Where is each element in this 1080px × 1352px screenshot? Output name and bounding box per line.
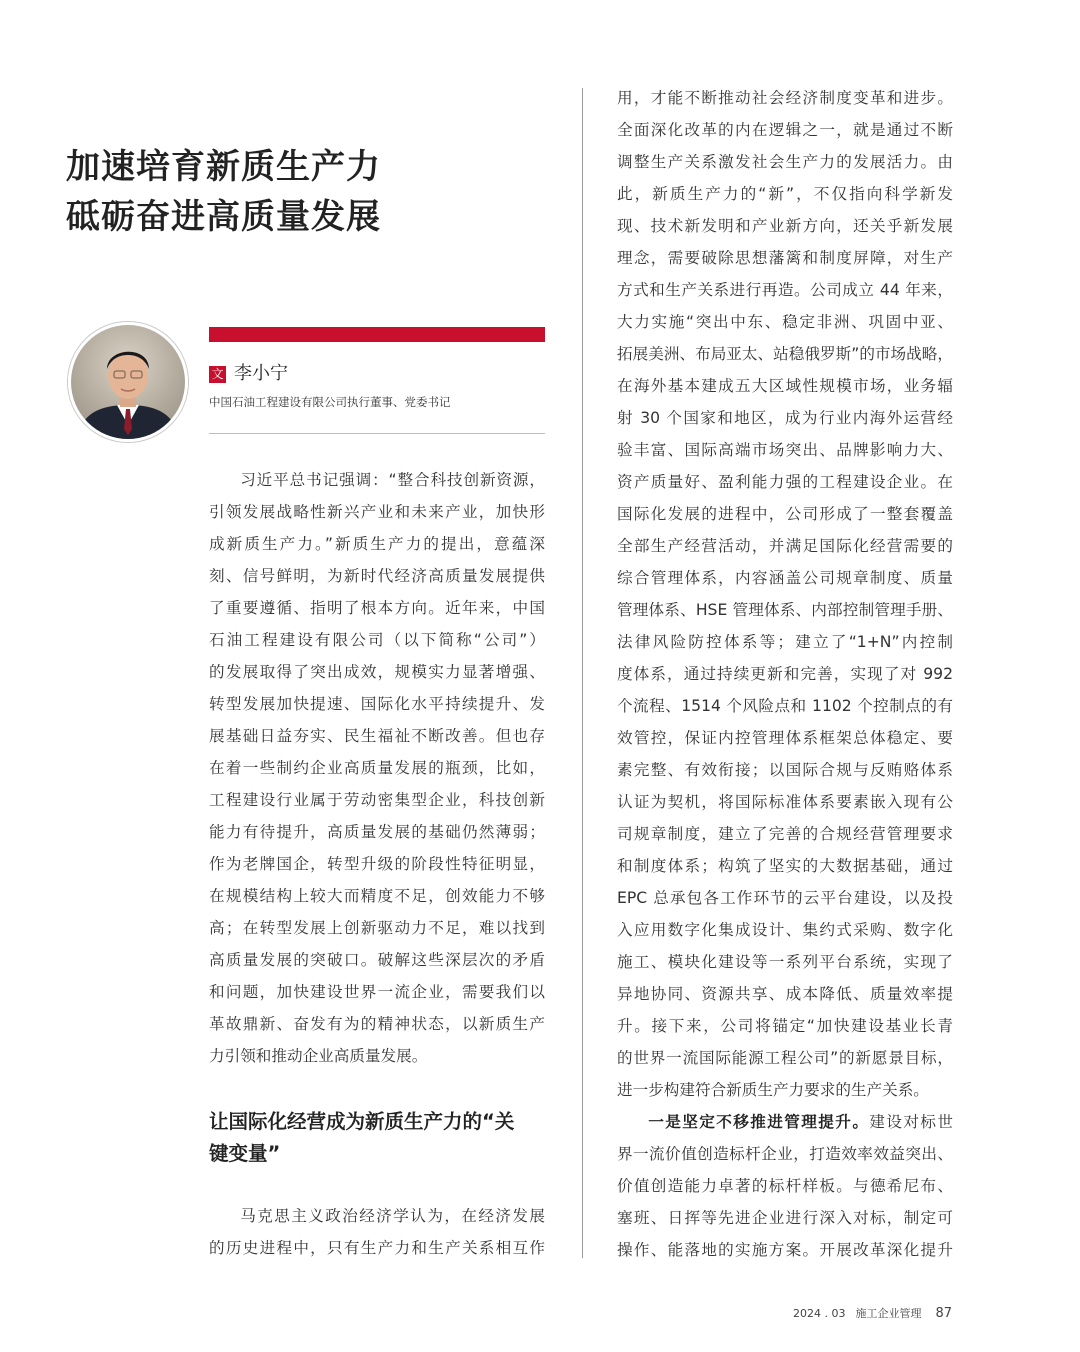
text-line: 高质量发展的突破口。破解这些深层次的矛盾 bbox=[209, 951, 545, 969]
text-line: 革故鼎新、奋发有为的精神状态，以新质生产 bbox=[209, 1015, 545, 1033]
text-line: 引领发展战略性新兴产业和未来产业，加快形 bbox=[209, 503, 545, 521]
left-section-text bbox=[209, 1200, 545, 1264]
column-divider bbox=[582, 88, 583, 1258]
text-line: 转型发展加快提速、国际化水平持续提升、发 bbox=[209, 695, 545, 713]
section-heading-line-1: 让国际化经营成为新质生产力的“关 bbox=[209, 1110, 515, 1133]
right-tail-text bbox=[617, 1138, 953, 1266]
text-line: 力引领和推动企业高质量发展。 bbox=[209, 1047, 428, 1065]
right-column-text bbox=[617, 82, 953, 1106]
text-line: 验丰富、国际高端市场突出、品牌影响力大、 bbox=[617, 441, 953, 459]
text-line: 施工、模块化建设等一系列平台系统，实现了 bbox=[617, 953, 953, 971]
text-line: 此，新质生产力的“新”，不仅指向科学新发 bbox=[617, 185, 953, 203]
text-line: 方式和生产关系进行再造。公司成立 44 年来， bbox=[617, 281, 953, 299]
title-line-1: 加速培育新质生产力 bbox=[66, 147, 381, 187]
section-heading bbox=[209, 1106, 549, 1170]
text-line: 素完整、有效衔接；以国际合规与反贿赂体系 bbox=[617, 761, 953, 779]
accent-bar bbox=[209, 327, 545, 342]
text-line: 理念，需要破除思想藩篱和制度屏障，对生产 bbox=[617, 249, 953, 267]
text-line: 刻、信号鲜明，为新时代经济高质量发展提供 bbox=[209, 567, 545, 585]
text-line: 工程建设行业属于劳动密集型企业，科技创新 bbox=[209, 791, 545, 809]
text-line: 展基础日益夯实、民生福祉不断改善。但也存 bbox=[209, 727, 545, 745]
text-line: 用，才能不断推动社会经济制度变革和进步。 bbox=[617, 89, 953, 107]
text-line: 作为老牌国企，转型升级的阶段性特征明显， bbox=[209, 855, 545, 873]
text-line: 现、技术新发明和产业新方向，还关乎新发展 bbox=[617, 217, 953, 235]
text-line: 拓展美洲、布局亚太、站稳俄罗斯”的市场战略， bbox=[617, 345, 953, 363]
text-line: 管理体系、HSE 管理体系、内部控制管理手册、 bbox=[617, 601, 953, 619]
text-line: 能力有待提升，高质量发展的基础仍然薄弱； bbox=[209, 823, 545, 841]
bold-lead-line bbox=[617, 1106, 953, 1138]
text-line: 的世界一流国际能源工程公司”的新愿景目标， bbox=[617, 1049, 953, 1067]
magazine-name: 施工企业管理 bbox=[855, 1307, 922, 1320]
text-line: 的发展取得了突出成效，规模实力显著增强、 bbox=[209, 663, 545, 681]
text-line: 入应用数字化集成设计、集约式采购、数字化 bbox=[617, 921, 953, 939]
author-divider bbox=[209, 433, 545, 434]
text-line: 高；在转型发展上创新驱动力不足，难以找到 bbox=[209, 919, 545, 937]
text-line: 的历史进程中，只有生产力和生产关系相互作 bbox=[209, 1239, 545, 1257]
right-bold-paragraph bbox=[617, 1106, 953, 1138]
text-line: 大力实施“突出中东、稳定非洲、巩固中亚、 bbox=[617, 313, 953, 331]
text-line: 调整生产关系激发社会生产力的发展活力。由 bbox=[617, 153, 953, 171]
text-line: 塞班、日挥等先进企业进行深入对标，制定可 bbox=[617, 1209, 953, 1227]
text-line: 全部生产经营活动，并满足国际化经营需要的 bbox=[617, 537, 953, 555]
author-tag: 文 bbox=[209, 366, 226, 383]
section-heading-line-2: 键变量” bbox=[209, 1142, 281, 1165]
author-portrait bbox=[68, 322, 188, 442]
text-line: 马克思主义政治经济学认为，在经济发展 bbox=[240, 1207, 545, 1225]
page-footer bbox=[793, 1305, 952, 1321]
text-line: 了重要遵循、指明了根本方向。近年来，中国 bbox=[209, 599, 545, 617]
text-line: 界一流价值创造标杆企业，打造效率效益突出、 bbox=[617, 1145, 953, 1163]
text-line: 习近平总书记强调：“整合科技创新资源， bbox=[240, 471, 545, 489]
text-line: 升。接下来，公司将锚定“加快建设基业长青 bbox=[617, 1017, 953, 1035]
text-line: 度体系，通过持续更新和完善，实现了对 992 bbox=[617, 665, 953, 683]
bold-lead: 一是坚定不移推进管理提升。 bbox=[648, 1113, 870, 1131]
text-line: 在着一些制约企业高质量发展的瓶颈，比如， bbox=[209, 759, 545, 777]
text-line: 异地协同、资源共享、成本降低、质量效率提 bbox=[617, 985, 953, 1003]
text-line: EPC 总承包各工作环节的云平台建设，以及投 bbox=[617, 889, 953, 907]
text-line: 司规章制度，建立了完善的合规经营管理要求 bbox=[617, 825, 953, 843]
text-line: 和问题，加快建设世界一流企业，需要我们以 bbox=[209, 983, 545, 1001]
text-line: 在海外基本建成五大区域性规模市场，业务辐 bbox=[617, 377, 953, 395]
left-intro-text bbox=[209, 464, 545, 1072]
page-number: 87 bbox=[935, 1306, 952, 1321]
text-line: 综合管理体系，内容涵盖公司规章制度、质量 bbox=[617, 569, 953, 587]
issue-date: 2024 . 03 bbox=[792, 1307, 846, 1320]
title-line-2: 砥砺奋进高质量发展 bbox=[66, 197, 381, 237]
text-line: 价值创造能力卓著的标杆样板。与德希尼布、 bbox=[617, 1177, 953, 1195]
bold-lead-rest: 建设对标世 bbox=[869, 1113, 953, 1131]
text-line: 资产质量好、盈利能力强的工程建设企业。在 bbox=[617, 473, 953, 491]
text-line: 在规模结构上较大而精度不足，创效能力不够 bbox=[209, 887, 545, 905]
text-line: 全面深化改革的内在逻辑之一，就是通过不断 bbox=[617, 121, 953, 139]
text-line: 效管控，保证内控管理体系框架总体稳定、要 bbox=[617, 729, 953, 747]
text-line: 认证为契机，将国际标准体系要素嵌入现有公 bbox=[617, 793, 953, 811]
author-title: 中国石油工程建设有限公司执行董事、党委书记 bbox=[209, 395, 451, 409]
text-line: 和制度体系；构筑了坚实的大数据基础，通过 bbox=[617, 857, 953, 875]
text-line: 石油工程建设有限公司（以下简称“公司”） bbox=[209, 631, 545, 649]
text-line: 成新质生产力。”新质生产力的提出，意蕴深 bbox=[209, 535, 545, 553]
text-line: 进一步构建符合新质生产力要求的生产关系。 bbox=[617, 1081, 929, 1099]
text-line: 射 30 个国家和地区，成为行业内海外运营经 bbox=[617, 409, 953, 427]
text-line: 个流程、1514 个风险点和 1102 个控制点的有 bbox=[617, 697, 953, 715]
article-title bbox=[66, 142, 466, 242]
text-line: 操作、能落地的实施方案。开展改革深化提升 bbox=[617, 1241, 953, 1259]
text-line: 法律风险防控体系等；建立了“1+N”内控制 bbox=[617, 633, 953, 651]
author-name: 李小宁 bbox=[234, 363, 288, 384]
text-line: 国际化发展的进程中，公司形成了一整套覆盖 bbox=[617, 505, 953, 523]
